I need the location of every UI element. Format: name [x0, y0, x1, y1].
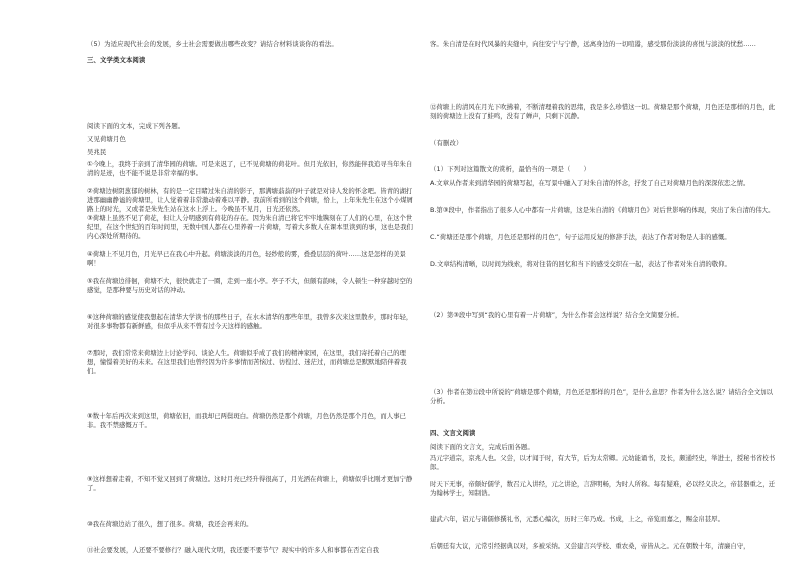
left_column-paragraph: ⑦那时，我们常常来荷塘边上讨论学问、谈论人生。荷塘似乎成了我们的精神家园，在这里，我们寄托着自己的理想，憧憬着美好的未来。在这里我们也曾经因为许多事情而苦恼过、彷徨过、迷茫过，而荷塘总是默默地陪伴着我们。 [87, 349, 407, 375]
left_column-line: 吴兆民 [87, 148, 107, 156]
right_column-paragraph: D.文章结构清晰，以时间为线索，将对往昔的回忆和当下的感受交织在一起，表达了作者对朱自清的敬仰。 [430, 260, 731, 268]
right_column-paragraph: C.“荷塘还是那个荷塘，月色还是那样的月色”，句子运用反复的修辞手法，表达了作者对物是人非的感慨。 [430, 233, 731, 241]
right_column-paragraph: 冯元字道宗，京兆人也。父尝，以才闻于时，有大节，后为太常卿。元幼能诵书，及长，颇通经史，举进士，授秘书省校书郎。 [430, 454, 776, 471]
right_column-paragraph: 后朝廷有大议，元常引经据典以对，多被采纳。又尝建言兴学校、重农桑，帝皆从之。元在朝数十年，清廉自守， [430, 542, 750, 550]
right_column-paragraph: （2）第③段中写到“我的心里有着一片荷塘”，为什么作者会这样说？结合全文简要分析。 [430, 311, 683, 319]
right_column-line: 阅读下面的文言文，完成后面各题。 [430, 443, 534, 451]
right_column-paragraph: 客。朱自清是在时代风暴的夹缝中，向往安宁与宁静，远离身边的一切喧嚣，感受那份淡淡的喜悦与淡淡的忧愁…… [430, 40, 756, 48]
right_column-paragraph: 时天下无事，帝颇好儒学，数召元入讲经，元之讲论，言辞明畅，为时人所称。每有疑难，必以经义决之，帝甚器重之，迁为翰林学士，知制诰。 [430, 480, 776, 497]
left_column-line: 阅读下面的文本，完成下列各题。 [87, 122, 185, 130]
right_column-paragraph: ⑫荷塘上的清风在月光下吹拂着，不断清理着我的思绪，我是多么珍惜这一切。荷塘是那个荷塘，月色还是那样的月色，此刻的荷塘边上没有了蛙鸣，没有了蝉声，只剩下沉静。 [430, 103, 776, 120]
left_column-paragraph: ⑥这种荷塘的感觉使我想起在清华大学读书的那些日子，在水木清华的那些年里，我曾多次来这里散步，那时年轻，对很多事物都有新鲜感，但似乎从来不曾有过今天这样的感触。 [87, 313, 413, 330]
right_column-paragraph: A.文章从作者来到清华园的荷塘写起，在写景中融入了对朱自清的怀念，抒发了自己对荷塘月色的深深依恋之情。 [430, 179, 750, 187]
left_column-paragraph: ⑤我在荷塘边徘徊，荷塘不大，很快就走了一圈，走到一座小亭。亭子不大，但颇有韵味，令人顿生一种穿越时空的感觉，是那种要与历史对话的冲动。 [87, 277, 413, 294]
left_column-paragraph: ③荷塘上虽然不见了荷花，但让人分明感到有荷花的存在。因为朱自清已将它牢牢地镌刻在了人们的心里，在这个世纪里，在这个世纪的百年时间里，无数中国人都在心里养着一片荷塘，写着大多数人在课本里读到的事，这也是我们内心深处所期待的。 [87, 214, 413, 240]
left_column-line: （5）为适应现代社会的发展，乡土社会需要做出哪些改变？请结合材料谈谈你的看法。 [87, 40, 338, 48]
left_column-paragraph: ②荷塘边树阴葱郁的树林，有的是一定目睹过朱自清的影子，那满塘蓊蓊的叶子就是对诗人发的怀念吧。皆青的湖打进那幽幽静谧的荷塘里，让人觉着着非常激动着难以平静。我前所看到的这个荷塘，恰上，上年朱先生在这个小煤屑路上的时光，又或者是朱先生站在这水上浮上。今晚虽不见月，日光还依然。 [87, 187, 413, 213]
left_column-paragraph: ⑨这样想着走着，不知不觉又回到了荷塘边。这时月亮已经升得很高了，月光洒在荷塘上，荷塘似乎比刚才更加宁静了。 [87, 475, 413, 492]
left_column-paragraph: ⑧数十年后再次来到这里，荷塘依旧，而我却已两鬓斑白。荷塘仍然是那个荷塘，月色仍然是那个月色，而人事已非。我不禁感慨万千。 [87, 412, 406, 429]
right_column-line: 四、文言文阅读 [430, 429, 476, 437]
right_column-paragraph: （3）作者在第⑫段中所说的“荷塘是那个荷塘，月色还是那样的月色”，是什么意思？作者为什么这么说？请结合全文加以分析。 [430, 388, 773, 405]
right_column-line: （1）下列对这篇散文的赏析，最恰当的一项是（ ） [430, 165, 590, 173]
left_column-paragraph: ④荷塘上不见月色，月光早已在我心中升起。荷塘淡淡的月色，轻纱般的雾，叠叠层层的荷叶……这是怎样的美景啊！ [87, 250, 406, 267]
right_column-paragraph: 建武六年，诏元与诸儒修撰礼书，元悉心编次，历时三年乃成。书成，上之，帝览而嘉之，赐金帛甚厚。 [430, 515, 724, 523]
right_column-line: （有删改） [430, 139, 463, 147]
left_column-line: 又见荷塘月色 [87, 135, 126, 143]
left_column-paragraph: ⑩我在荷塘边站了很久，想了很多。荷塘，我还会再来的。 [87, 520, 253, 528]
left_column-paragraph: ①今晚上，我终于亲到了清华园的荷塘。可是来迟了，已不见荷塘的荷花叶。但月光依旧，你然能伴我追寻当年朱自清的足迹，也不能不说是非常幸福的事。 [87, 160, 413, 177]
left_column-line: ⑪社会要发展，人还要不要修行？融入现代文明，我还要不要节气？现实中的许多人和事都在否定自我 [87, 546, 380, 554]
right_column-paragraph: B.第③段中，作者指出了很多人心中都有一片荷塘，这是朱自清的《荷塘月色》对后世影响的体现，突出了朱自清的伟大。 [430, 206, 775, 214]
left_column-line: 三、文学类文本阅读 [87, 56, 146, 64]
